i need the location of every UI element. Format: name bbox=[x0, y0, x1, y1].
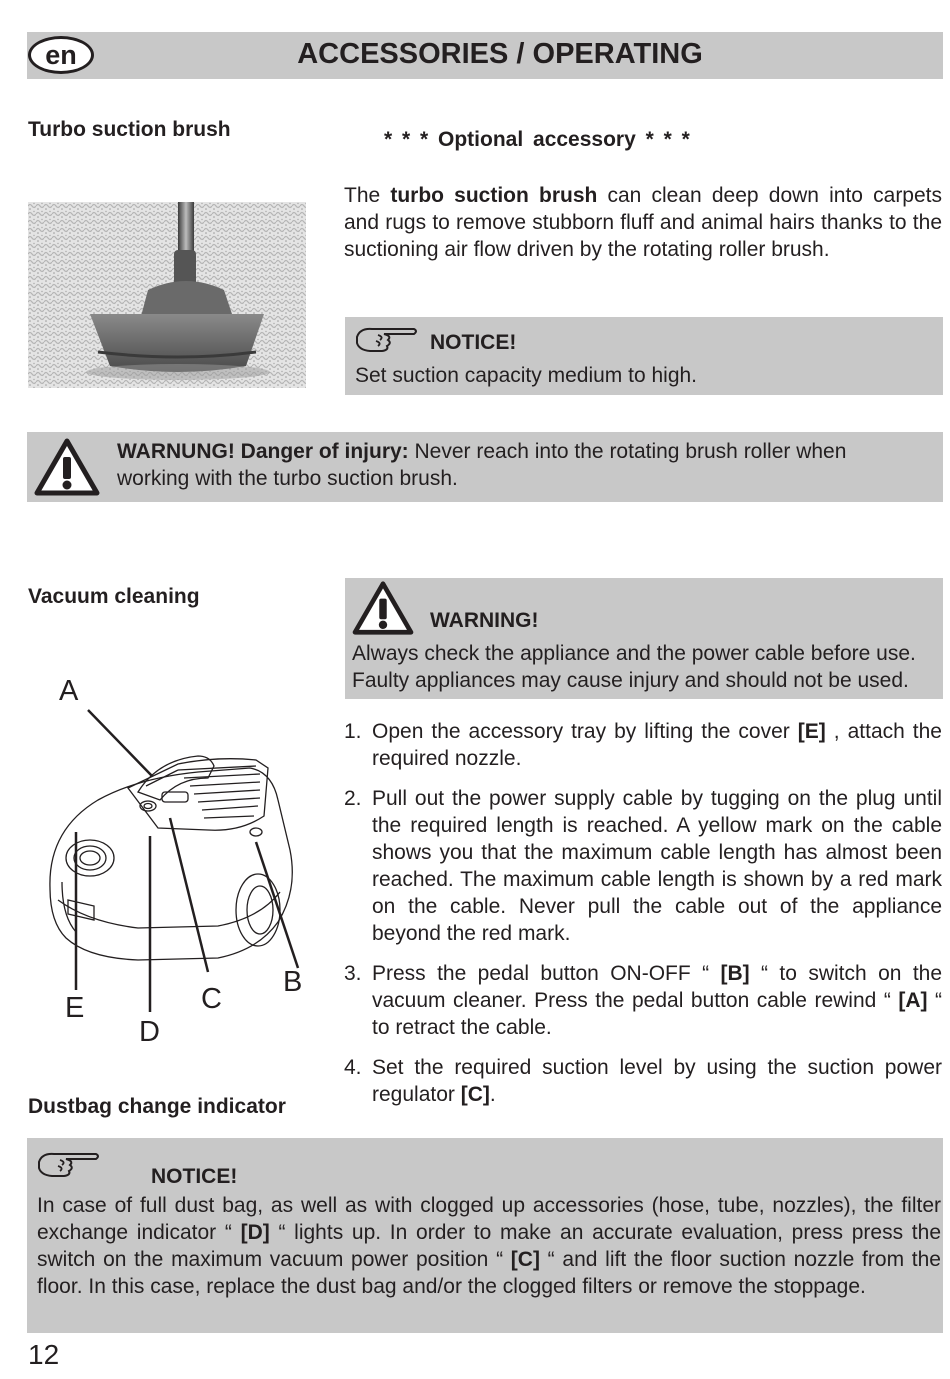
warning-triangle-icon bbox=[33, 437, 101, 497]
pointing-hand-icon bbox=[354, 323, 420, 353]
optional-accessory-note: * * * Optional accessory * * * bbox=[384, 128, 690, 151]
notice-title: NOTICE! bbox=[151, 1165, 238, 1188]
label-b: B bbox=[283, 966, 303, 998]
step-2: 2. Pull out the power supply cable by tugging on the plug until the required length is reached. A yellow mark on the cable shows you that the maximum cable length has almost been reached. The maximum cable length is shown by a red mark on the cable. Never pull the cable out of the appliance beyond the red mark. bbox=[344, 787, 942, 945]
warning-triangle-icon bbox=[351, 580, 415, 636]
warning-line-2: Faulty appliances may cause injury and should not be used. bbox=[352, 669, 909, 692]
notice-text: Set suction capacity medium to high. bbox=[355, 364, 698, 387]
notice-box-turbo bbox=[345, 317, 943, 395]
turbo-heading: Turbo suction brush bbox=[28, 118, 231, 141]
label-e: E bbox=[65, 992, 85, 1024]
page-title: ACCESSORIES / OPERATING bbox=[297, 38, 703, 70]
warning-box-vacuum bbox=[345, 578, 943, 699]
step-4: 4. Set the required suction level by using the suction power regulator [C]. bbox=[344, 1056, 942, 1106]
notice-title: NOTICE! bbox=[430, 331, 517, 354]
step-1: 1. Open the accessory tray by lifting the cover [E] , attach the required nozzle. bbox=[344, 720, 942, 770]
warning-line-1: Always check the appliance and the power cable before use. bbox=[352, 642, 916, 665]
warning-box-turbo bbox=[27, 432, 943, 502]
label-c: C bbox=[201, 983, 222, 1015]
page-number: 12 bbox=[28, 1339, 60, 1370]
label-d: D bbox=[139, 1016, 160, 1048]
dustbag-heading: Dustbag change indicator bbox=[28, 1095, 286, 1118]
turbo-brush-photo bbox=[28, 202, 306, 388]
pointing-hand-icon bbox=[36, 1148, 102, 1178]
turbo-description: The turbo suction brush can clean deep down into carpets and rugs to remove stubborn fluff and animal hairs thanks to the suctioning air flow driven by the rotating roller brush. bbox=[344, 184, 943, 261]
vacuum-heading: Vacuum cleaning bbox=[28, 585, 200, 608]
steps-list bbox=[344, 718, 942, 1121]
warning-title: WARNING! bbox=[430, 609, 539, 632]
dustbag-notice-text: In case of full dust bag, as well as with clogged up accessories (hose, tube, nozzles), the filter exchange indicator “ [D] “ lights up. In order to make an accurate evaluation, press press the switch on the maximum vacuum power position “ [C] “ and lift the floor suction nozzle from the floor. In this case, replace the dust bag and/or the clogged filters or remove the stoppage. bbox=[37, 1194, 941, 1298]
label-a: A bbox=[59, 675, 79, 707]
language-badge: en bbox=[28, 36, 94, 74]
step-3: 3. Press the pedal button ON-OFF “ [B] “ to switch on the vacuum cleaner. Press the pedal button cable rewind “ [A] “ to retract the cable. bbox=[344, 962, 943, 1039]
notice-box-dustbag bbox=[27, 1138, 943, 1333]
warning-text-turbo: WARNUNG! Danger of injury: Never reach into the rotating brush roller when working with the turbo suction brush. bbox=[117, 440, 847, 490]
